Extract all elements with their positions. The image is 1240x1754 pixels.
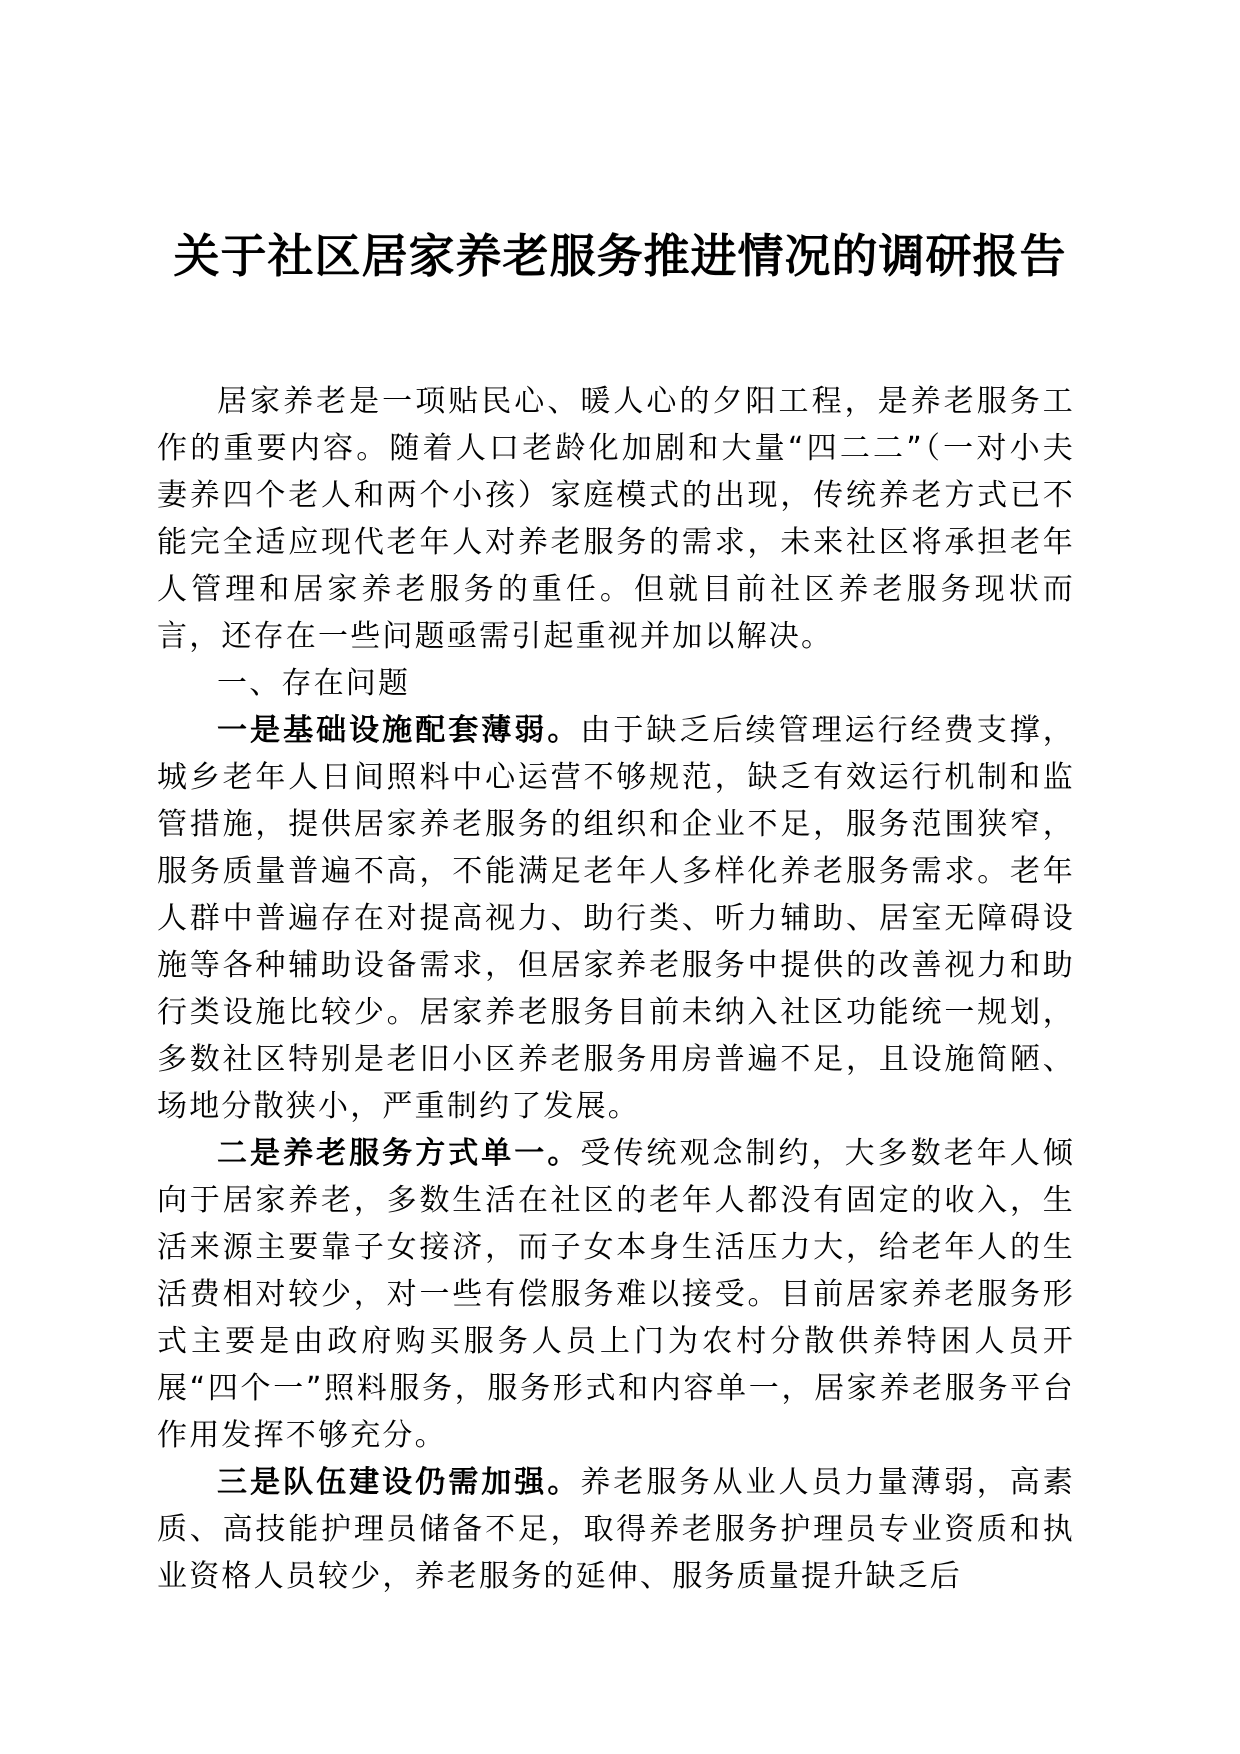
problem-paragraph-3 (157, 1459, 1075, 1600)
intro-paragraph: 居家养老是一项贴民心、暖人心的夕阳工程，是养老服务工作的重要内容。随着人口老龄化加剧和大量“四二二”（一对小夫妻养四个老人和两个小孩）家庭模式的出现，传统养老方式已不能完全适应现代老年人对养老服务的需求，未来社区将承担老年人管理和居家养老服务的重任。但就目前社区养老服务现状而言，还存在一些问题亟需引起重视并加以解决。 (157, 384, 1075, 654)
section-heading-problems: 一、存在问题 (217, 666, 411, 701)
problem-3-lead: 三是队伍建设仍需加强。 (217, 1465, 581, 1500)
problem-paragraph-1 (157, 707, 1075, 1130)
document-body (157, 378, 1075, 1600)
document-title: 关于社区居家养老服务推进情况的调研报告 (173, 229, 1067, 283)
problem-2-text: 受传统观念制约，大多数老年人倾向于居家养老，多数生活在社区的老年人都没有固定的收入，生活来源主要靠子女接济，而子女本身生活压力大，给老年人的生活费相对较少，对一些有偿服务难以接受。目前居家养老服务形式主要是由政府购买服务人员上门为农村分散供养特困人员开展“四个一”照料服务，服务形式和内容单一，居家养老服务平台作用发挥不够充分。 (157, 1136, 1076, 1453)
problem-1-lead: 一是基础设施配套薄弱。 (217, 713, 581, 748)
problem-1-text: 由于缺乏后续管理运行经费支撑，城乡老年人日间照料中心运营不够规范，缺乏有效运行机制和监管措施，提供居家养老服务的组织和企业不足，服务范围狭窄，服务质量普遍不高，不能满足老年人多样化养老服务需求。老年人群中普遍存在对提高视力、助行类、听力辅助、居室无障碍设施等各种辅助设备需求，但居家养老服务中提供的改善视力和助行类设施比较少。居家养老服务目前未纳入社区功能统一规划，多数社区特别是老旧小区养老服务用房普遍不足，且设施简陋、场地分散狭小，严重制约了发展。 (157, 713, 1076, 1124)
problem-paragraph-2 (157, 1130, 1075, 1459)
problem-3-text: 养老服务从业人员力量薄弱，高素质、高技能护理员储备不足，取得养老服务护理员专业资质和执业资格人员较少，养老服务的延伸、服务质量提升缺乏后 (157, 1465, 1076, 1594)
problem-2-lead: 二是养老服务方式单一。 (217, 1136, 581, 1171)
